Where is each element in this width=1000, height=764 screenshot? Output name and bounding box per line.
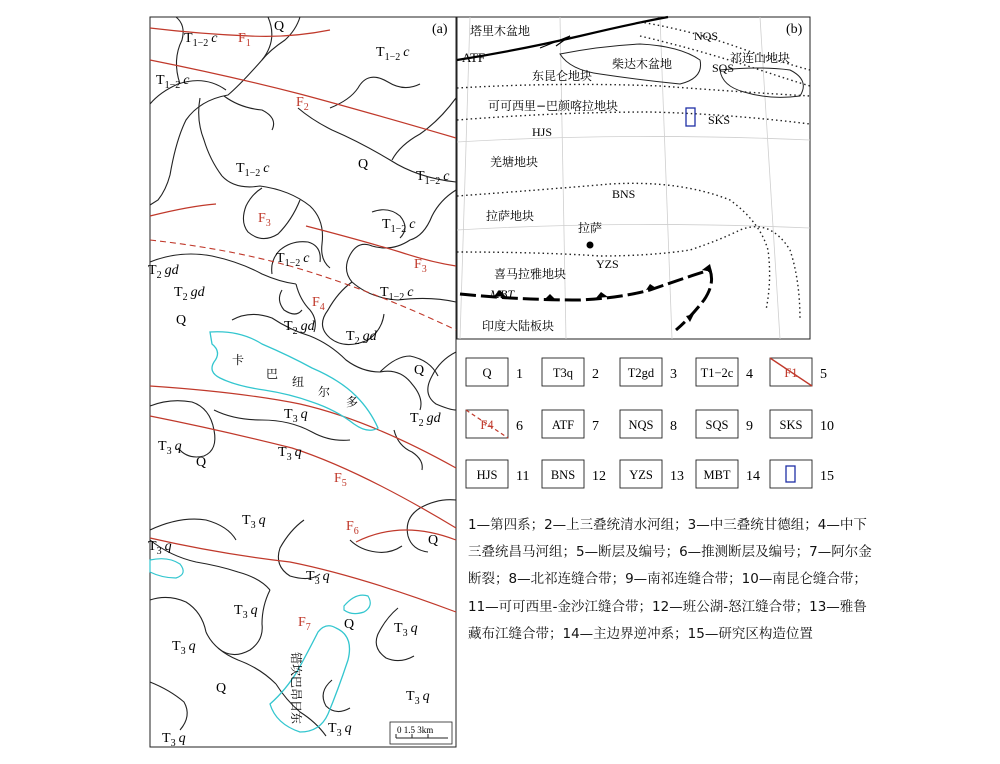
label-hjs: HJS <box>532 125 553 139</box>
legend-number: 1 <box>516 367 523 382</box>
label-lhasa-block: 拉萨地块 <box>486 209 535 223</box>
legend-item-13 <box>620 460 684 488</box>
legend-number: 3 <box>670 367 677 382</box>
fault-label-f2: $F_2$ <box>296 95 309 113</box>
legend-number: 7 <box>592 419 599 434</box>
unit-t3q: $T_3$ q <box>328 721 352 739</box>
label-qilian: 祁连山地块 <box>730 51 791 65</box>
legend-number: 15 <box>820 469 834 484</box>
legend-symbol-text: Q <box>482 366 492 380</box>
panel-a-label: (a) <box>432 22 448 37</box>
lake-name-cuokanbaangridong: 错坎巴昂日东 <box>289 652 303 725</box>
unit-t3q: $T_3$ q <box>278 445 302 463</box>
legend-number: 8 <box>670 419 677 434</box>
unit-q: Q <box>274 19 285 34</box>
svg-text:多: 多 <box>346 395 359 409</box>
unit-t3q: $T_3$ q <box>172 639 196 657</box>
unit-t12c: $T_{1-2}$ c <box>276 251 310 269</box>
legend-number: 14 <box>746 469 760 484</box>
label-sqs: SQS <box>712 61 735 75</box>
legend-caption: 1—第四系；2—上三叠统清水河组；3—中三叠统甘德组；4—中下三叠统昌马河组；5—断层及编号；6—推测断层及编号；7—阿尔金断裂；8—北祁连缝合带；9—南祁连缝合带；10—南昆仑缝合带；11—可可西里-金沙江缝合带；12—班公湖-怒江缝合带；13—雅鲁藏布江缝合带；14—主边界逆冲系；15—研究区构造位置 <box>468 517 872 642</box>
unit-t3q: $T_3$ q <box>306 569 330 587</box>
label-hohxil: 可可西里−巴颜喀拉地块 <box>488 99 619 113</box>
unit-t3q: $T_3$ q <box>394 621 418 639</box>
label-bns: BNS <box>612 187 636 201</box>
lake-name-kabaniuerduo <box>232 352 358 409</box>
legend-swatch <box>770 460 812 488</box>
svg-text:纽: 纽 <box>292 375 305 389</box>
unit-t3q: $T_3$ q <box>162 731 186 749</box>
panel-a <box>148 17 456 749</box>
label-tarim: 塔里木盆地 <box>470 24 531 38</box>
unit-t12c: $T_{1-2}$ c <box>236 161 270 179</box>
unit-q: Q <box>196 455 207 470</box>
unit-t12c: $T_{1-2}$ c <box>376 45 410 63</box>
unit-t12c: $T_{1-2}$ c <box>382 217 416 235</box>
legend-symbol-text: HJS <box>476 468 498 482</box>
legend-symbol-text: F1 <box>784 366 798 380</box>
label-sks: SKS <box>708 113 731 127</box>
label-india: 印度大陆板块 <box>482 319 555 333</box>
panel-b-label: (b) <box>786 22 803 37</box>
legend-item-3 <box>620 358 677 386</box>
legend-symbol-text: SQS <box>705 418 729 432</box>
unit-t12c: $T_{1-2}$ c <box>416 169 450 187</box>
label-himalaya: 喜马拉雅地块 <box>494 267 567 281</box>
legend-symbol-text: MBT <box>703 468 731 482</box>
unit-t2gd: $T_2$ gd <box>410 411 441 429</box>
legend-item-1 <box>466 358 523 386</box>
legend-number: 2 <box>592 367 599 382</box>
unit-t2gd: $T_2$ gd <box>284 319 315 337</box>
panel-b <box>457 17 810 339</box>
legend-symbol-text: T2gd <box>627 366 655 380</box>
legend-item-15 <box>770 460 834 488</box>
unit-t3q: $T_3$ q <box>406 689 430 707</box>
legend-item-2 <box>542 358 599 386</box>
legend-number: 6 <box>516 419 523 434</box>
legend-item-11 <box>466 460 529 488</box>
unit-t3q: $T_3$ q <box>158 439 182 457</box>
svg-text:尔: 尔 <box>318 385 331 399</box>
label-lhasa: 拉萨 <box>578 221 603 235</box>
unit-t3q: $T_3$ q <box>234 603 258 621</box>
legend-item-7 <box>542 410 599 438</box>
unit-q: Q <box>428 533 439 548</box>
legend-item-10 <box>770 410 834 438</box>
legend-number: 9 <box>746 419 753 434</box>
fault-label-f1: $F_1$ <box>238 31 251 49</box>
fault-label-f7: $F_7$ <box>298 615 311 633</box>
label-east-kunlun: 东昆仑地块 <box>532 69 593 83</box>
legend-number: 11 <box>516 469 530 484</box>
label-mbt: MBT <box>490 287 514 301</box>
legend-symbol-text: SKS <box>779 418 803 432</box>
legend-item-12 <box>542 460 606 488</box>
unit-t2gd: $T_2$ gd <box>346 329 377 347</box>
legend-number: 5 <box>820 367 827 382</box>
unit-t3q: $T_3$ q <box>148 539 172 557</box>
fault-label-f3-east: $F_3$ <box>414 257 427 275</box>
legend-number: 10 <box>820 419 834 434</box>
fault-label-f5: $F_5$ <box>334 471 347 489</box>
legend-symbol-text: BNS <box>550 468 576 482</box>
unit-q: Q <box>216 681 227 696</box>
unit-t12c: $T_{1-2}$ c <box>184 31 218 49</box>
legend-item-9 <box>696 410 753 438</box>
legend <box>466 358 834 488</box>
unit-q: Q <box>358 157 369 172</box>
lake-cuokanbaangridong <box>270 626 350 732</box>
unit-t3q: $T_3$ q <box>242 513 266 531</box>
label-qiangtang: 羌塘地块 <box>490 155 539 169</box>
svg-text:巴: 巴 <box>266 367 279 381</box>
lake-small-east <box>344 595 370 613</box>
legend-item-14 <box>696 460 760 488</box>
label-qaidam: 柴达木盆地 <box>612 57 673 71</box>
legend-number: 13 <box>670 469 684 484</box>
unit-t3q: $T_3$ q <box>284 407 308 425</box>
legend-symbol-text: T1−2c <box>700 366 734 380</box>
unit-t12c: $T_{1-2}$ c <box>156 73 190 91</box>
unit-q: Q <box>414 363 425 378</box>
lhasa-dot <box>587 242 594 249</box>
label-nqs: NQS <box>694 29 719 43</box>
scale-bar <box>390 722 452 744</box>
svg-text:卡: 卡 <box>232 353 245 367</box>
unit-t2gd: $T_2$ gd <box>148 263 179 281</box>
legend-symbol-text: T3q <box>552 366 574 380</box>
scale-label: 0 1.5 3km <box>397 725 434 735</box>
legend-item-5 <box>770 358 827 386</box>
unit-q: Q <box>344 617 355 632</box>
legend-number: 4 <box>746 367 753 382</box>
legend-symbol-text: F4 <box>480 418 494 432</box>
fault-label-f3: $F_3$ <box>258 211 271 229</box>
legend-symbol-text: YZS <box>629 468 653 482</box>
fault-label-f6: $F_6$ <box>346 519 359 537</box>
legend-item-8 <box>620 410 677 438</box>
legend-symbol-text: NQS <box>628 418 654 432</box>
unit-q: Q <box>176 313 187 328</box>
fault-label-f4: $F_4$ <box>312 295 325 313</box>
legend-item-6 <box>466 410 523 438</box>
label-atf: ATF <box>462 50 486 65</box>
legend-item-4 <box>696 358 753 386</box>
unit-t2gd: $T_2$ gd <box>174 285 205 303</box>
legend-symbol-text: ATF <box>551 418 575 432</box>
lake-small-west <box>150 559 183 578</box>
unit-t12c: $T_{1-2}$ c <box>380 285 414 303</box>
label-yzs: YZS <box>596 257 619 271</box>
legend-number: 12 <box>592 469 606 484</box>
